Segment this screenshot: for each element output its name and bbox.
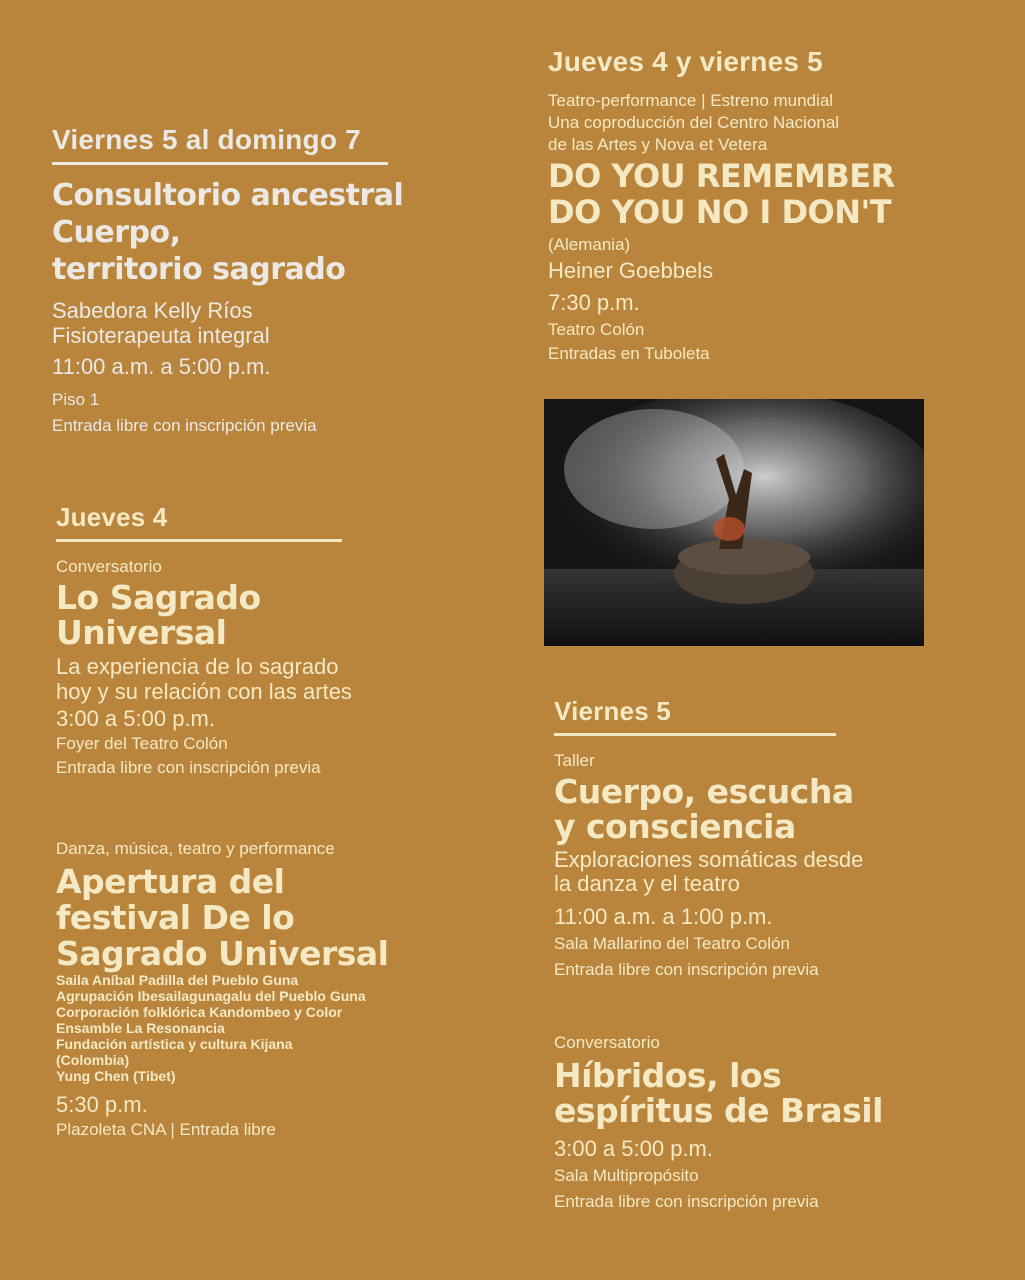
event-category: Danza, música, teatro y performance — [56, 839, 335, 858]
event-venue: Teatro Colón — [548, 320, 645, 339]
event-date: Jueves 4 y viernes 5 — [548, 46, 823, 77]
event-title: DO YOU REMEMBER DO YOU NO I DON'T — [548, 157, 895, 231]
event-consultorio — [52, 124, 432, 438]
event-category: Conversatorio — [554, 1033, 660, 1052]
performance-photo-illustration — [544, 399, 924, 646]
event-title: Lo Sagrado Universal — [56, 578, 261, 652]
event-entry: Entrada libre con inscripción previa — [56, 758, 321, 777]
event-cuerpo-escucha — [554, 696, 974, 982]
event-subtitle: La experiencia de lo sagrado hoy y su relación con las artes — [56, 654, 352, 704]
event-entry: Entrada libre con inscripción previa — [554, 960, 819, 979]
event-time: 3:00 a 5:00 p.m. — [554, 1136, 713, 1161]
event-time: 7:30 p.m. — [548, 290, 640, 315]
event-venue: Foyer del Teatro Colón — [56, 734, 228, 753]
event-subtitle: Exploraciones somáticas desde la danza y el teatro — [554, 847, 864, 896]
event-apertura-festival — [56, 838, 456, 1142]
event-time: 5:30 p.m. — [56, 1092, 148, 1117]
event-entry: Entrada libre con inscripción previa — [554, 1192, 819, 1211]
event-hibridos — [554, 1032, 974, 1214]
event-venue: Sala Multipropósito — [554, 1166, 699, 1185]
event-participants: Saila Aníbal Padilla del Pueblo Guna Agrupación Ibesailagunagalu del Pueblo Guna Corporación folklórica Kandombeo y Color Ensamble La Resonancia Fundación artística y cultura Kijana (Colombia) Yung Chen (Tibet) — [56, 972, 366, 1084]
event-title: Cuerpo, escucha y consciencia — [554, 772, 854, 846]
event-entry: Entrada libre con inscripción previa — [52, 416, 317, 435]
event-venue: Piso 1 — [52, 390, 100, 409]
event-category: Teatro-performance | Estreno mundial Una coproducción del Centro Nacional de las Artes y Nova et Vetera — [548, 91, 840, 154]
performance-photo — [544, 399, 924, 646]
event-subtitle: Sabedora Kelly Ríos Fisioterapeuta integral — [52, 298, 270, 348]
event-date: Viernes 5 al domingo 7 — [52, 124, 388, 165]
event-title: Consultorio ancestral Cuerpo, territorio sagrado — [52, 178, 404, 287]
event-date: Jueves 4 — [56, 502, 342, 542]
event-entry: Entradas en Tuboleta — [548, 344, 710, 363]
event-country: (Alemania) — [548, 235, 631, 254]
event-venue: Sala Mallarino del Teatro Colón — [554, 934, 790, 953]
event-do-you-remember — [548, 46, 968, 366]
event-title: Apertura del festival De lo Sagrado Universal — [56, 862, 389, 973]
event-time: 3:00 a 5:00 p.m. — [56, 706, 215, 731]
event-category: Taller — [554, 751, 595, 770]
event-author: Heiner Goebbels — [548, 258, 714, 283]
event-date: Viernes 5 — [554, 696, 836, 736]
event-lo-sagrado-universal — [56, 502, 436, 780]
event-category: Conversatorio — [56, 557, 162, 576]
event-time: 11:00 a.m. a 1:00 p.m. — [554, 904, 773, 929]
event-time: 11:00 a.m. a 5:00 p.m. — [52, 354, 271, 379]
event-title: Híbridos, los espíritus de Brasil — [554, 1056, 883, 1130]
event-venue: Plazoleta CNA | Entrada libre — [56, 1120, 276, 1139]
